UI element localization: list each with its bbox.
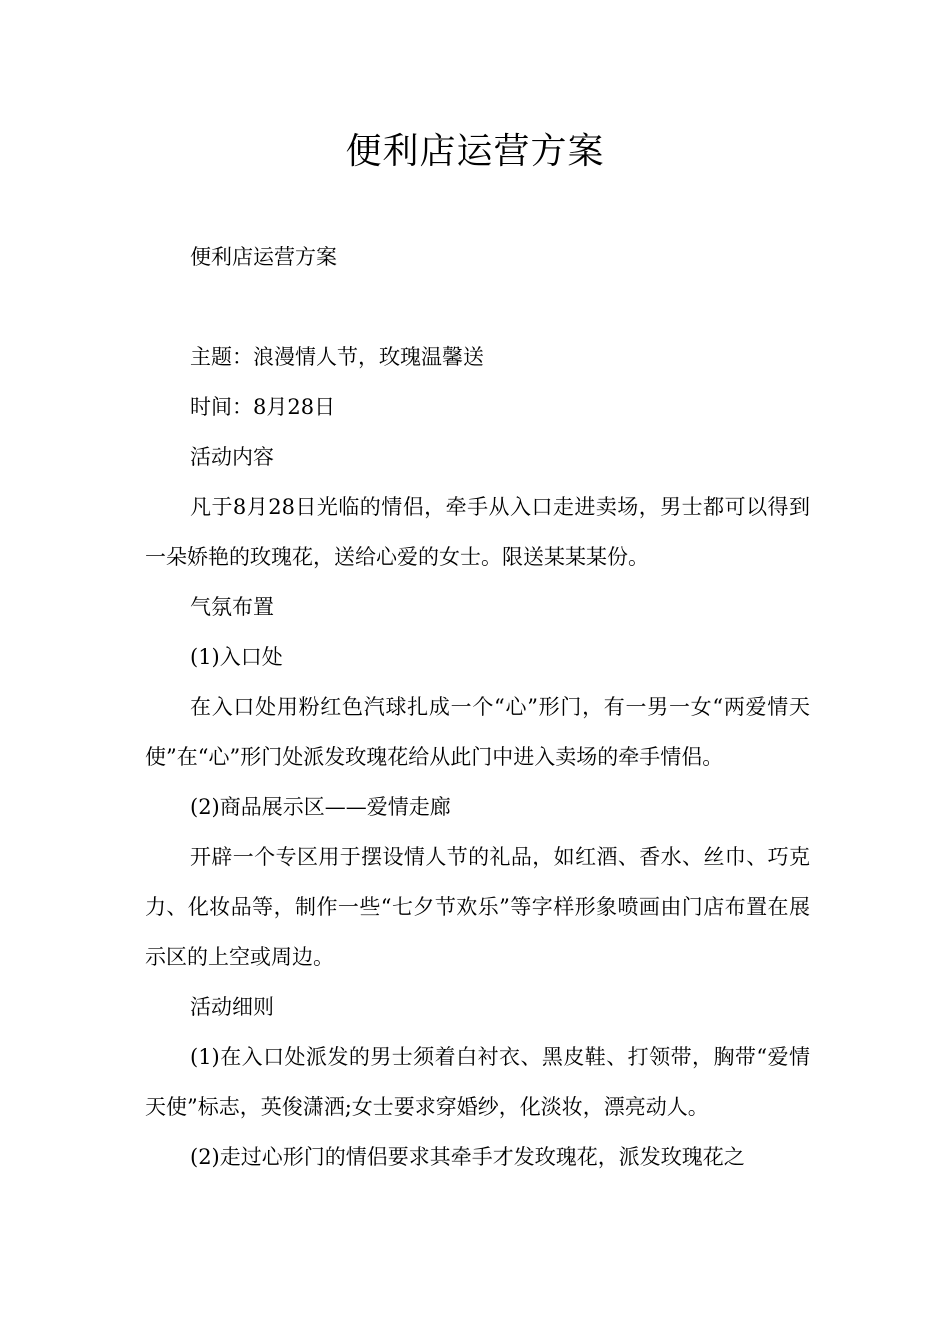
heading-entrance: (1)入口处 xyxy=(190,645,283,669)
paragraph-activity-content: 凡于8月28日光临的情侣，牵手从入口走进卖场，男士都可以得到一朵娇艳的玫瑰花，送给心爱的女士。限送某某某份。 xyxy=(145,495,810,569)
paragraph-rule-1: (1)在入口处派发的男士须着白衬衣、黑皮鞋、打领带，胸带“爱情天使”标志，英俊潇洒;女士要求穿婚纱，化淡妆，漂亮动人。 xyxy=(145,1045,810,1119)
paragraph-entrance: 在入口处用粉红色汽球扎成一个“心”形门，有一男一女“两爱情天使”在“心”形门处派发玫瑰花给从此门中进入卖场的牵手情侣。 xyxy=(145,695,810,769)
heading-activity-content: 活动内容 xyxy=(190,445,274,469)
document-title: 便利店运营方案 xyxy=(345,131,605,172)
paragraph-theme: 主题：浪漫情人节，玫瑰温馨送 xyxy=(190,345,484,369)
blank-line xyxy=(145,282,810,332)
heading-atmosphere: 气氛布置 xyxy=(190,595,274,619)
document-body xyxy=(145,232,810,1182)
paragraph-subtitle: 便利店运营方案 xyxy=(190,245,337,269)
paragraph-display-area: 开辟一个专区用于摆设情人节的礼品，如红酒、香水、丝巾、巧克力、化妆品等，制作一些“七夕节欢乐”等字样形象喷画由门店布置在展示区的上空或周边。 xyxy=(145,845,810,969)
paragraph-time: 时间：8月28日 xyxy=(190,395,336,419)
heading-display-area: (2)商品展示区——爱情走廊 xyxy=(190,795,451,819)
heading-activity-rules: 活动细则 xyxy=(190,995,274,1019)
paragraph-rule-2: (2)走过心形门的情侣要求其牵手才发玫瑰花，派发玫瑰花之 xyxy=(190,1145,745,1169)
